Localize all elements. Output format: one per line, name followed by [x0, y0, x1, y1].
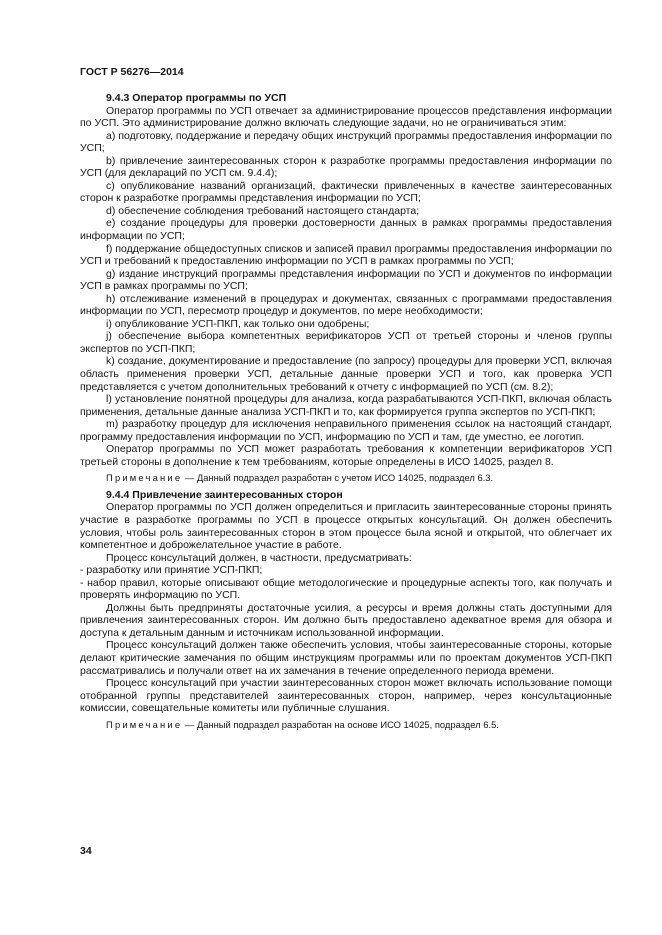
list-item-m: m) разработку процедур для исключения неправильного применения ссылок на настоящий стандарт, программу предоставления информации по УСП, информацию по УСП и там, где уместно, ее логотип. — [80, 418, 612, 443]
document-header: ГОСТ Р 56276—2014 — [80, 66, 184, 78]
section-944-paragraph: Должны быть предприняты достаточные усилия, а ресурсы и время должны стать доступными для привлечения заинтересованных сторон. Им должно быть предоставлено адекватное время для обзора и доступа к детальным данным и источникам использованной информации. — [80, 601, 612, 639]
list-item-g: g) издание инструкций программы представления информации по УСП и документов по информации УСП в рамках программы по УСП; — [80, 267, 612, 293]
section-944-title: 9.4.4 Привлечение заинтересованных сторон — [106, 488, 343, 501]
list-item-d: d) обеспечение соблюдения требований настоящего стандарта; — [106, 204, 420, 217]
note-text: — Данный подраздел разработан с учетом ИСО 14025, подраздел 6.3. — [182, 472, 494, 484]
section-944-paragraph: Процесс консультаций при участии заинтересованных сторон может включать использование помощи отобранной группы представителей заинтересованных сторон, например, через консультационные комиссии, совещательные комитеты или публичные слушания. — [80, 677, 612, 715]
note-text: — Данный подраздел разработан на основе ИСО 14025, подраздел 6.5. — [182, 718, 499, 730]
note-label: Примечание — [106, 472, 183, 484]
section-944-paragraph: Оператор программы по УСП должен определиться и пригласить заинтересованные стороны принять участие в разработке программы по УСП в процессе открытых консультаций. Он должен обеспечить условия, чтобы роль заинтересованных сторон в этом процессе была ясной и открытой, что облегчает их компетентное и доброжелательное участие в работе. — [80, 501, 612, 552]
page-number: 34 — [80, 845, 92, 857]
section-944-paragraph: Процесс консультаций должен также обеспечить условия, чтобы заинтересованные стороны, которые делают критические замечания по общим инструкциям программы или по проектам документов УСП-ПКП рассматривались и получали ответ на их замечания в течение определенного периода времени. — [80, 639, 612, 677]
section-944-paragraph: Процесс консультаций должен, в частности, предусматривать: — [106, 551, 412, 564]
section-944-note — [80, 719, 612, 732]
list-item-f: f) поддержание общедоступных списков и записей правил программы предоставления информации по УСП и требований к предоставлению информации по УСП в рамках программы по УСП; — [80, 242, 612, 268]
section-943-intro: Оператор программы по УСП отвечает за администрирование процессов представления информации по УСП. Это администрирование должно включать следующие задачи, но не ограничиваться этим: — [80, 104, 612, 130]
section-943-closing: Оператор программы по УСП может разработать требования к компетенции верификаторов УСП третьей стороны в дополнение к тем требованиям, которые определены в ИСО 14025, раздел 8. — [80, 443, 612, 468]
section-943-note — [80, 472, 612, 485]
list-item-i: i) опубликование УСП-ПКП, как только они одобрены; — [106, 317, 370, 330]
dash-item: - разработку или принятие УСП-ПКП; — [80, 564, 263, 577]
note-label: Примечание — [106, 718, 183, 730]
list-item-e: е) создание процедуры для проверки достоверности данных в рамках программы предоставления информации по УСП; — [80, 217, 612, 243]
dash-item: - набор правил, которые описывают общие методологические и процедурные аспекты того, как получать и проверять информацию по УСП. — [80, 576, 612, 602]
section-943-title: 9.4.3 Оператор программы по УСП — [106, 92, 287, 104]
list-item-j: j) обеспечение выбора компетентных верификаторов УСП от третьей стороны и членов группы экспертов по УСП-ПКП; — [80, 330, 612, 355]
list-item-l: l) установление понятной процедуры для анализа, когда разрабатываются УСП-ПКП, включая область применения, детальные данные анализа УСП-ПКП и то, как формируется группа экспертов по УСП-ПКП; — [80, 393, 612, 418]
document-body — [80, 92, 612, 735]
list-item-a: а) подготовку, поддержание и передачу общих инструкций программы предоставления информации по УСП; — [80, 129, 612, 155]
list-item-c: с) опубликование названий организаций, фактически привлеченных в качестве заинтересованных сторон к разработке программы представления информации по УСП; — [80, 179, 612, 205]
list-item-b: b) привлечение заинтересованных сторон к разработке программы предоставления информации по УСП (для деклараций по УСП см. 9.4.4); — [80, 154, 612, 180]
list-item-k: k) создание, документирование и предоставление (по запросу) процедуры для проверки УСП, включая область применения проверки УСП, детальные данные проверки УСП и того, как проверка УСП представляется с учетом дополнительных требований к отчету с информацией по УСП (см. 8.2); — [80, 355, 612, 393]
list-item-h: h) отслеживание изменений в процедурах и документах, связанных с программами предоставления информации по УСП, пересмотр процедур и документов, по мере необходимости; — [80, 292, 612, 318]
